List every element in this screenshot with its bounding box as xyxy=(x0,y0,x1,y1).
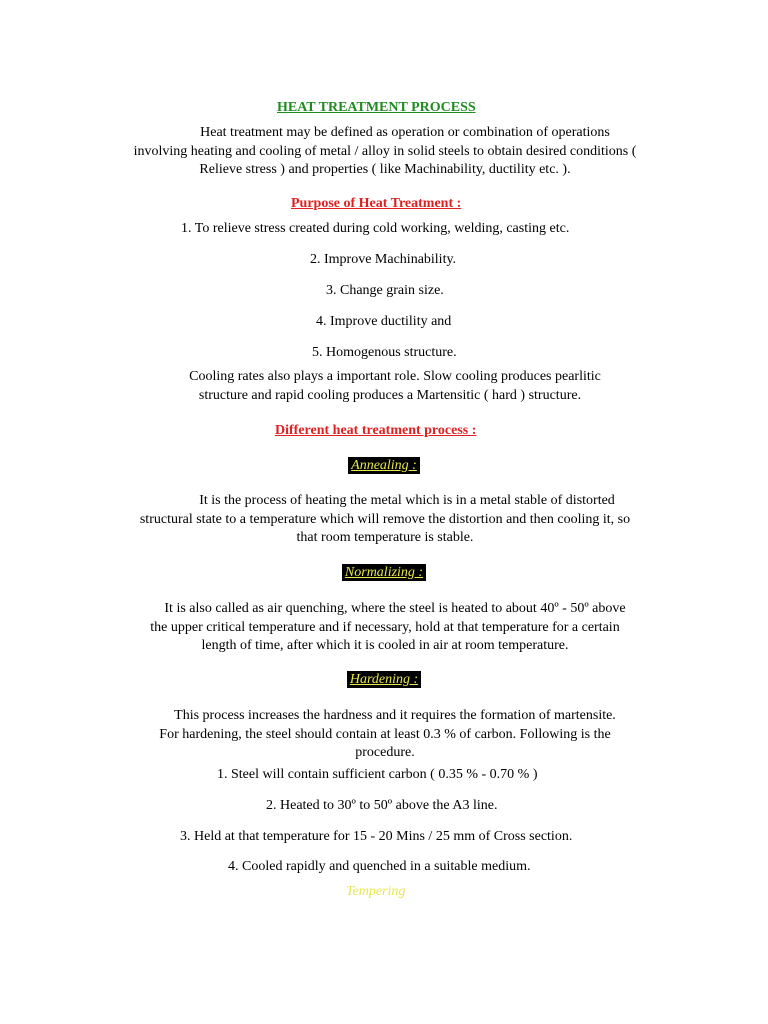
intro-paragraph xyxy=(110,124,660,180)
purpose-item: 3. Change grain size. xyxy=(326,283,444,298)
normalizing-line: the upper critical temperature and if necessary, hold at that temperature for a certain xyxy=(150,619,620,635)
cooling-paragraph xyxy=(150,368,630,405)
intro-line: Heat treatment may be defined as operation or combination of operations xyxy=(200,125,610,140)
hardening-label: Hardening : xyxy=(347,671,421,688)
hardening-step: 4. Cooled rapidly and quenched in a suitable medium. xyxy=(228,859,531,874)
processes-heading: Different heat treatment process : xyxy=(275,423,477,438)
purpose-item: 4. Improve ductility and xyxy=(316,314,452,329)
hardening-line: For hardening, the steel should contain at least 0.3 % of carbon. Following is the xyxy=(159,726,611,742)
cooling-line: structure and rapid cooling produces a Martensitic ( hard ) structure. xyxy=(198,387,582,403)
annealing-line: structural state to a temperature which will remove the distortion and then cooling it, so xyxy=(139,511,631,527)
intro-line: Relieve stress ) and properties ( like Machinability, ductility etc. ). xyxy=(199,162,571,177)
hardening-section-label xyxy=(0,672,768,688)
normalizing-line: It is also called as air quenching, where the steel is heated to about 40º - 50º above xyxy=(164,601,626,616)
hardening-line: This process increases the hardness and it requires the formation of martensite. xyxy=(174,708,616,723)
annealing-label: Annealing : xyxy=(348,457,420,474)
annealing-line: that room temperature is stable. xyxy=(296,530,474,545)
intro-line: involving heating and cooling of metal / alloy in solid steels to obtain desired conditions ( xyxy=(133,143,637,159)
normalizing-paragraph xyxy=(110,600,660,656)
tempering-label: Tempering xyxy=(346,884,406,899)
annealing-section-label xyxy=(0,458,768,474)
purpose-item: 5. Homogenous structure. xyxy=(312,345,457,360)
normalizing-label: Normalizing : xyxy=(342,564,426,581)
page-title: HEAT TREATMENT PROCESS xyxy=(277,100,476,115)
normalizing-line: length of time, after which it is cooled in air at room temperature. xyxy=(201,638,569,653)
normalizing-section-label xyxy=(0,565,768,581)
annealing-paragraph xyxy=(100,492,670,548)
hardening-line: procedure. xyxy=(355,745,415,760)
purpose-item: 1. To relieve stress created during cold working, welding, casting etc. xyxy=(181,221,570,236)
purpose-item: 2. Improve Machinability. xyxy=(310,252,457,267)
annealing-line: It is the process of heating the metal which is in a metal stable of distorted xyxy=(199,493,615,508)
hardening-paragraph xyxy=(120,707,650,763)
purpose-heading: Purpose of Heat Treatment : xyxy=(291,196,462,211)
hardening-step: 3. Held at that temperature for 15 - 20 Mins / 25 mm of Cross section. xyxy=(180,829,573,844)
hardening-step: 2. Heated to 30º to 50º above the A3 line. xyxy=(266,798,498,813)
hardening-step: 1. Steel will contain sufficient carbon ( 0.35 % - 0.70 % ) xyxy=(217,767,538,782)
cooling-line: Cooling rates also plays a important role. Slow cooling produces pearlitic xyxy=(189,369,601,384)
